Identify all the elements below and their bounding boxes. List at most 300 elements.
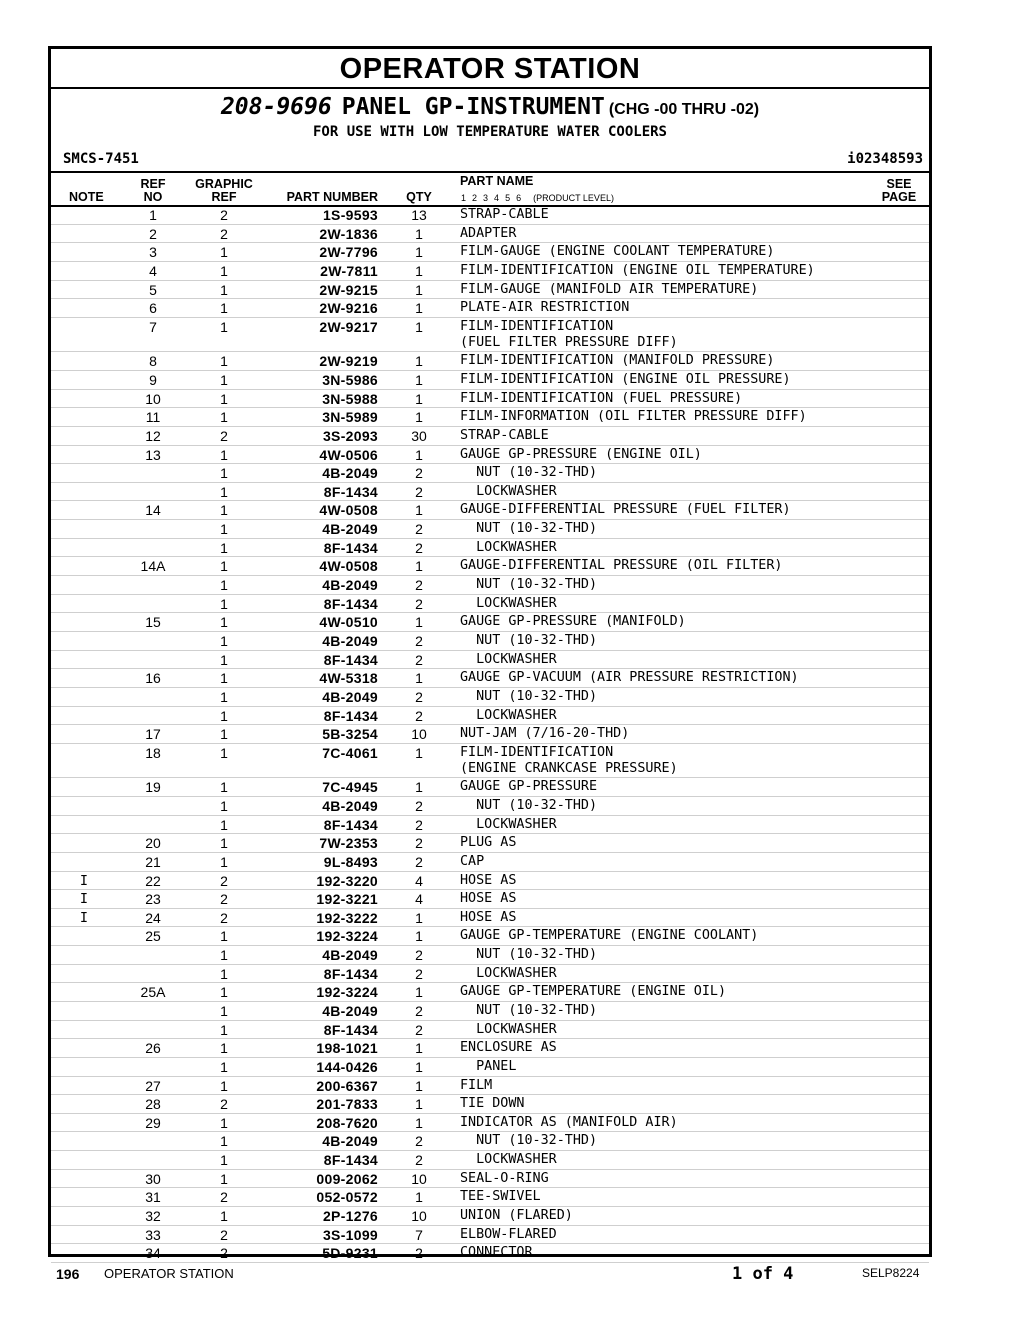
ref-cell: 11 <box>145 409 161 426</box>
table-row <box>51 1077 929 1096</box>
ref-cell: 2 <box>149 225 157 242</box>
table-row <box>51 1244 929 1263</box>
ref-cell: 22 <box>145 872 161 889</box>
note-cell: I <box>79 909 89 926</box>
product-level-3: 3 <box>483 193 489 203</box>
part-name-cell: NUT (10-32-THD) <box>460 632 598 648</box>
qty-cell: 2 <box>415 816 423 833</box>
qty-cell: 30 <box>411 427 427 444</box>
qty-cell: 1 <box>415 1040 423 1057</box>
part-name-cell: GAUGE GP-TEMPERATURE (ENGINE OIL) <box>460 984 727 1000</box>
note-cell: I <box>79 891 89 908</box>
ref-cell: 17 <box>145 726 161 743</box>
table-row <box>51 946 929 965</box>
header-divider <box>51 171 929 173</box>
part-number-cell: 8F-1434 <box>323 1152 378 1169</box>
part-name-cell: LOCKWASHER <box>460 483 557 499</box>
part-number-cell: 9L-8493 <box>323 853 378 870</box>
table-row <box>51 225 929 244</box>
qty-cell: 10 <box>411 726 427 743</box>
part-number-cell: 4B-2049 <box>322 797 378 814</box>
table-row <box>51 243 929 262</box>
table-row <box>51 890 929 909</box>
graphic-ref-cell: 1 <box>220 779 228 796</box>
ref-cell: 30 <box>145 1170 161 1187</box>
graphic-ref-cell: 2 <box>220 225 228 242</box>
part-number-cell: 144-0426 <box>316 1058 378 1075</box>
page-number: 196 <box>56 1266 80 1282</box>
qty-cell: 1 <box>415 502 423 519</box>
part-name-cell: PLATE-AIR RESTRICTION <box>460 300 630 316</box>
graphic-ref-cell: 2 <box>220 1226 228 1243</box>
table-row <box>51 688 929 707</box>
table-row <box>51 299 929 318</box>
ref-cell: 5 <box>149 281 157 298</box>
column-header-ref: REF NO <box>140 177 166 204</box>
table-row <box>51 651 929 670</box>
ref-cell: 25A <box>140 984 166 1001</box>
table-row <box>51 390 929 409</box>
part-name-cell: CAP <box>460 853 485 869</box>
table-row <box>51 1226 929 1245</box>
graphic-ref-cell: 1 <box>220 1133 228 1150</box>
column-header-see-page: SEE PAGE <box>881 177 917 204</box>
part-name-cell: LOCKWASHER <box>460 707 557 723</box>
part-number-cell: 8F-1434 <box>323 595 378 612</box>
part-number-cell: 4W-0510 <box>319 614 378 631</box>
qty-cell: 1 <box>415 225 423 242</box>
part-name-cell: FILM-GAUGE (MANIFOLD AIR TEMPERATURE) <box>460 281 759 297</box>
table-row <box>51 669 929 688</box>
table-row <box>51 1058 929 1077</box>
part-number-cell: 2W-7796 <box>319 244 378 261</box>
qty-cell: 10 <box>411 1208 427 1225</box>
footer-section: OPERATOR STATION <box>104 1266 234 1281</box>
graphic-ref-cell: 1 <box>220 947 228 964</box>
graphic-ref-cell: 1 <box>220 853 228 870</box>
part-name-cell: HOSE AS <box>460 909 517 925</box>
ref-cell: 32 <box>145 1208 161 1225</box>
part-number-cell: 5D-9231 <box>322 1245 378 1262</box>
graphic-ref-cell: 1 <box>220 707 228 724</box>
part-number-cell: 7C-4061 <box>322 744 378 761</box>
graphic-ref-cell: 1 <box>220 928 228 945</box>
graphic-ref-cell: 1 <box>220 521 228 538</box>
table-row <box>51 1170 929 1189</box>
graphic-ref-cell: 1 <box>220 262 228 279</box>
part-name-cell: LOCKWASHER <box>460 1152 557 1168</box>
part-name-cell: HOSE AS <box>460 872 517 888</box>
part-name-cell: INDICATOR AS (MANIFOLD AIR) <box>460 1114 678 1130</box>
ref-cell: 21 <box>145 853 161 870</box>
ref-cell: 8 <box>149 353 157 370</box>
part-number-cell: 4B-2049 <box>322 947 378 964</box>
part-number-cell: 2W-9217 <box>319 318 378 335</box>
qty-cell: 7 <box>415 1226 423 1243</box>
qty-cell: 1 <box>415 371 423 388</box>
qty-cell: 2 <box>415 595 423 612</box>
table-row <box>51 1151 929 1170</box>
part-name-cell: NUT (10-32-THD) <box>460 577 598 593</box>
table-row <box>51 281 929 300</box>
product-level-6: 6 <box>516 193 522 203</box>
part-name-cell: STRAP-CABLE <box>460 427 549 443</box>
table-row <box>51 464 929 483</box>
graphic-ref-cell: 1 <box>220 1002 228 1019</box>
qty-cell: 1 <box>415 614 423 631</box>
ref-cell: 7 <box>149 318 157 335</box>
graphic-ref-cell: 1 <box>220 465 228 482</box>
graphic-ref-cell: 1 <box>220 371 228 388</box>
table-row <box>51 778 929 797</box>
ref-cell: 13 <box>145 446 161 463</box>
table-row <box>51 576 929 595</box>
graphic-ref-cell: 1 <box>220 595 228 612</box>
qty-cell: 2 <box>415 1133 423 1150</box>
ref-cell: 29 <box>145 1114 161 1131</box>
ref-cell: 18 <box>145 744 161 761</box>
qty-cell: 1 <box>415 744 423 761</box>
qty-cell: 1 <box>415 353 423 370</box>
part-name-cell: FILM-IDENTIFICATION (MANIFOLD PRESSURE) <box>460 353 775 369</box>
table-row <box>51 1188 929 1207</box>
table-row <box>51 539 929 558</box>
qty-cell: 2 <box>415 1245 423 1262</box>
graphic-ref-cell: 1 <box>220 1114 228 1131</box>
qty-cell: 1 <box>415 446 423 463</box>
part-number-cell: 8F-1434 <box>323 651 378 668</box>
part-number-cell: 198-1021 <box>316 1040 378 1057</box>
ref-cell: 28 <box>145 1096 161 1113</box>
qty-cell: 1 <box>415 1077 423 1094</box>
graphic-ref-cell: 1 <box>220 984 228 1001</box>
part-name-cell: CONNECTOR <box>460 1245 533 1261</box>
part-number-cell: 4W-0508 <box>319 502 378 519</box>
part-number-cell: 4B-2049 <box>322 632 378 649</box>
ref-cell: 16 <box>145 670 161 687</box>
table-row <box>51 983 929 1002</box>
parts-list-frame <box>48 46 932 1262</box>
part-name-cell: FILM-IDENTIFICATION (FUEL PRESSURE) <box>460 390 743 406</box>
part-number-cell: 2W-1836 <box>319 225 378 242</box>
part-name-cell: NUT (10-32-THD) <box>460 947 598 963</box>
ref-cell: 27 <box>145 1077 161 1094</box>
qty-cell: 2 <box>415 521 423 538</box>
graphic-ref-cell: 1 <box>220 577 228 594</box>
graphic-ref-cell: 1 <box>220 318 228 335</box>
qty-cell: 2 <box>415 651 423 668</box>
graphic-ref-cell: 1 <box>220 1040 228 1057</box>
product-level-1: 1 <box>461 193 467 203</box>
part-name-cell: GAUGE GP-PRESSURE (MANIFOLD) <box>460 614 686 630</box>
document-id: SELP8224 <box>862 1266 920 1280</box>
part-number-cell: 7W-2353 <box>319 835 378 852</box>
part-name-cell: GAUGE GP-TEMPERATURE (ENGINE COOLANT) <box>460 928 759 944</box>
page-title: OPERATOR STATION <box>339 53 641 85</box>
ref-cell: 6 <box>149 300 157 317</box>
graphic-ref-cell: 1 <box>220 816 228 833</box>
qty-cell: 2 <box>415 835 423 852</box>
qty-cell: 1 <box>415 244 423 261</box>
part-name-cell: FILM-IDENTIFICATION (ENGINE CRANKCASE PRESSURE) <box>460 744 678 776</box>
ref-cell: 26 <box>145 1040 161 1057</box>
part-name-cell: PLUG AS <box>460 835 517 851</box>
ref-cell: 33 <box>145 1226 161 1243</box>
qty-cell: 4 <box>415 872 423 889</box>
page-of: 1 of 4 <box>732 1264 794 1284</box>
part-name-cell: UNION (FLARED) <box>460 1208 573 1224</box>
part-name-cell: GAUGE GP-PRESSURE (ENGINE OIL) <box>460 446 702 462</box>
part-number-cell: 5B-3254 <box>322 726 378 743</box>
qty-cell: 1 <box>415 1189 423 1206</box>
column-header-graphic: GRAPHIC REF <box>195 177 253 204</box>
qty-cell: 2 <box>415 465 423 482</box>
part-number-cell: 192-3222 <box>316 909 378 926</box>
part-number-cell: 052-0572 <box>316 1189 378 1206</box>
ref-cell: 19 <box>145 779 161 796</box>
part-name-cell: LOCKWASHER <box>460 816 557 832</box>
graphic-ref-cell: 1 <box>220 1170 228 1187</box>
table-row <box>51 1095 929 1114</box>
qty-cell: 2 <box>415 965 423 982</box>
qty-cell: 1 <box>415 281 423 298</box>
part-name-cell: GAUGE GP-VACUUM (AIR PRESSURE RESTRICTION) <box>460 670 799 686</box>
graphic-ref-cell: 2 <box>220 1189 228 1206</box>
graphic-ref-cell: 2 <box>220 909 228 926</box>
qty-cell: 1 <box>415 409 423 426</box>
part-name-cell: GAUGE-DIFFERENTIAL PRESSURE (FUEL FILTER) <box>460 502 791 518</box>
qty-cell: 2 <box>415 632 423 649</box>
part-name-cell: NUT (10-32-THD) <box>460 688 598 704</box>
part-number-cell: 2W-7811 <box>320 262 378 279</box>
table-row <box>51 853 929 872</box>
part-name-cell: LOCKWASHER <box>460 1021 557 1037</box>
qty-cell: 2 <box>415 853 423 870</box>
table-row <box>51 206 929 225</box>
ref-cell: 24 <box>145 909 161 926</box>
part-name-cell: ENCLOSURE AS <box>460 1040 557 1056</box>
assembly-heading <box>51 94 929 120</box>
smcs-code: SMCS-7451 <box>63 151 139 167</box>
graphic-ref-cell: 1 <box>220 651 228 668</box>
part-number-cell: 3N-5986 <box>322 371 378 388</box>
part-name-cell: LOCKWASHER <box>460 539 557 555</box>
part-number-cell: 4B-2049 <box>322 1133 378 1150</box>
column-header-part-number: PART NUMBER <box>286 190 378 204</box>
qty-cell: 1 <box>415 984 423 1001</box>
table-row <box>51 909 929 928</box>
qty-cell: 1 <box>415 909 423 926</box>
qty-cell: 2 <box>415 707 423 724</box>
part-name-cell: LOCKWASHER <box>460 965 557 981</box>
part-name-cell: FILM-INFORMATION (OIL FILTER PRESSURE DIFF) <box>460 409 807 425</box>
part-name-cell: TIE DOWN <box>460 1096 525 1112</box>
graphic-ref-cell: 1 <box>220 539 228 556</box>
graphic-ref-cell: 1 <box>220 300 228 317</box>
ref-cell: 10 <box>145 390 161 407</box>
part-number-cell: 192-3224 <box>316 984 378 1001</box>
part-name-cell: LOCKWASHER <box>460 595 557 611</box>
table-row <box>51 872 929 891</box>
part-name-cell: NUT (10-32-THD) <box>460 465 598 481</box>
graphic-ref-cell: 1 <box>220 1208 228 1225</box>
table-row <box>51 725 929 744</box>
graphic-ref-cell: 1 <box>220 835 228 852</box>
ref-cell: 34 <box>145 1245 161 1262</box>
assembly-part-name: PANEL GP-INSTRUMENT <box>341 94 605 120</box>
part-name-cell: TEE-SWIVEL <box>460 1189 541 1205</box>
graphic-ref-cell: 1 <box>220 1021 228 1038</box>
graphic-ref-cell: 1 <box>220 558 228 575</box>
table-row <box>51 352 929 371</box>
ref-cell: 14A <box>140 558 166 575</box>
graphic-ref-cell: 1 <box>220 965 228 982</box>
qty-cell: 1 <box>415 779 423 796</box>
qty-cell: 2 <box>415 797 423 814</box>
part-number-cell: 8F-1434 <box>323 1021 378 1038</box>
part-number-cell: 7C-4945 <box>322 779 378 796</box>
qty-cell: 1 <box>415 670 423 687</box>
graphic-ref-cell: 2 <box>220 872 228 889</box>
graphic-ref-cell: 1 <box>220 632 228 649</box>
graphic-ref-cell: 1 <box>220 670 228 687</box>
table-row <box>51 446 929 465</box>
parts-table <box>51 206 929 1263</box>
product-level-5: 5 <box>505 193 511 203</box>
part-name-cell: LOCKWASHER <box>460 651 557 667</box>
assembly-part-number: 208-9696 <box>220 94 332 120</box>
part-number-cell: 2P-1276 <box>322 1208 378 1225</box>
part-name-cell: ELBOW-FLARED <box>460 1226 557 1242</box>
table-row <box>51 520 929 539</box>
assembly-change-note: (CHG -00 THRU -02) <box>608 101 760 118</box>
part-name-cell: PANEL <box>460 1058 517 1074</box>
table-row <box>51 1021 929 1040</box>
table-row <box>51 707 929 726</box>
qty-cell: 2 <box>415 1002 423 1019</box>
part-name-cell: FILM-GAUGE (ENGINE COOLANT TEMPERATURE) <box>460 244 775 260</box>
qty-cell: 1 <box>415 1114 423 1131</box>
qty-cell: 1 <box>415 262 423 279</box>
product-levels: 1 2 3 4 5 6 (PRODUCT LEVEL) <box>461 193 614 203</box>
table-row <box>51 595 929 614</box>
note-cell: I <box>79 872 89 889</box>
table-row <box>51 834 929 853</box>
table-row <box>51 262 929 281</box>
ref-cell: 14 <box>145 502 161 519</box>
qty-cell: 1 <box>415 1096 423 1113</box>
part-number-cell: 201-7833 <box>316 1096 378 1113</box>
graphic-ref-cell: 1 <box>220 409 228 426</box>
column-header-note: NOTE <box>69 190 104 204</box>
part-number-cell: 200-6367 <box>316 1077 378 1094</box>
qty-cell: 2 <box>415 577 423 594</box>
table-row <box>51 816 929 835</box>
graphic-ref-cell: 1 <box>220 244 228 261</box>
part-number-cell: 8F-1434 <box>323 816 378 833</box>
part-name-cell: ADAPTER <box>460 225 517 241</box>
part-number-cell: 4W-0506 <box>319 446 378 463</box>
title-divider <box>51 87 929 89</box>
graphic-ref-cell: 1 <box>220 726 228 743</box>
graphic-ref-cell: 2 <box>220 1245 228 1262</box>
table-row <box>51 744 929 779</box>
graphic-ref-cell: 2 <box>220 427 228 444</box>
part-name-cell: NUT-JAM (7/16-20-THD) <box>460 726 630 742</box>
qty-cell: 1 <box>415 1058 423 1075</box>
graphic-ref-cell: 2 <box>220 207 228 223</box>
table-row <box>51 632 929 651</box>
part-number-cell: 8F-1434 <box>323 539 378 556</box>
graphic-ref-cell: 2 <box>220 1096 228 1113</box>
table-row <box>51 797 929 816</box>
part-name-cell: NUT (10-32-THD) <box>460 797 598 813</box>
part-number-cell: 192-3224 <box>316 928 378 945</box>
graphic-ref-cell: 1 <box>220 483 228 500</box>
qty-cell: 2 <box>415 1152 423 1169</box>
part-name-cell: FILM <box>460 1077 493 1093</box>
part-number-cell: 1S-9593 <box>322 207 378 223</box>
ref-cell: 25 <box>145 928 161 945</box>
graphic-ref-cell: 1 <box>220 744 228 761</box>
qty-cell: 10 <box>411 1170 427 1187</box>
table-row <box>51 318 929 353</box>
part-number-cell: 208-7620 <box>316 1114 378 1131</box>
ref-cell: 4 <box>149 262 157 279</box>
graphic-ref-cell: 2 <box>220 891 228 908</box>
table-row <box>51 1039 929 1058</box>
part-number-cell: 2W-9216 <box>319 300 378 317</box>
table-row <box>51 427 929 446</box>
graphic-ref-cell: 1 <box>220 1152 228 1169</box>
table-row <box>51 965 929 984</box>
qty-cell: 2 <box>415 539 423 556</box>
part-name-cell: NUT (10-32-THD) <box>460 521 598 537</box>
ref-cell: 3 <box>149 244 157 261</box>
part-name-cell: GAUGE GP-PRESSURE <box>460 779 598 795</box>
graphic-ref-cell: 1 <box>220 281 228 298</box>
part-number-cell: 8F-1434 <box>323 965 378 982</box>
graphic-ref-cell: 1 <box>220 614 228 631</box>
part-number-cell: 192-3221 <box>316 891 378 908</box>
part-name-cell: NUT (10-32-THD) <box>460 1133 598 1149</box>
table-row <box>51 408 929 427</box>
qty-cell: 1 <box>415 558 423 575</box>
part-name-cell: SEAL-O-RING <box>460 1170 549 1186</box>
table-row <box>51 1132 929 1151</box>
table-row <box>51 927 929 946</box>
graphic-ref-cell: 1 <box>220 688 228 705</box>
qty-cell: 2 <box>415 947 423 964</box>
part-number-cell: 4B-2049 <box>322 577 378 594</box>
qty-cell: 1 <box>415 390 423 407</box>
table-row <box>51 613 929 632</box>
part-number-cell: 4B-2049 <box>322 688 378 705</box>
ref-cell: 12 <box>145 427 161 444</box>
table-row <box>51 501 929 520</box>
qty-cell: 2 <box>415 1021 423 1038</box>
part-name-cell: FILM-IDENTIFICATION (ENGINE OIL TEMPERATURE) <box>460 262 815 278</box>
ref-cell: 15 <box>145 614 161 631</box>
graphic-ref-cell: 1 <box>220 1058 228 1075</box>
part-name-cell: HOSE AS <box>460 891 517 907</box>
qty-cell: 1 <box>415 928 423 945</box>
table-row <box>51 557 929 576</box>
graphic-ref-cell: 1 <box>220 390 228 407</box>
ref-cell: 20 <box>145 835 161 852</box>
qty-cell: 4 <box>415 891 423 908</box>
assembly-subtitle: FOR USE WITH LOW TEMPERATURE WATER COOLERS <box>312 124 667 140</box>
